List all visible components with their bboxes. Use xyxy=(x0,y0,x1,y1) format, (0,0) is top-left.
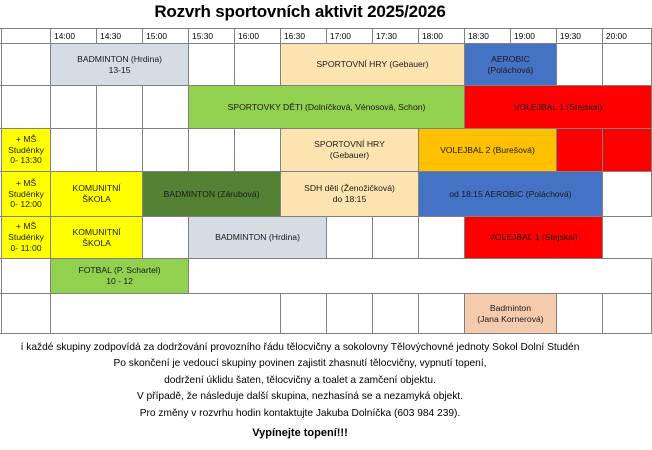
event-volejbal1-row2[interactable] xyxy=(464,86,651,129)
row5-empty-1800[interactable] xyxy=(372,217,418,259)
side-label-1100 xyxy=(2,217,51,259)
row3-volejbal1-tail[interactable] xyxy=(556,129,602,172)
row3-empty-1400[interactable] xyxy=(51,129,97,172)
row2-label-cell xyxy=(2,86,51,129)
side-label-line-3: 0- 12:00 xyxy=(10,199,42,210)
event-sportovky-deti[interactable] xyxy=(189,86,465,129)
event-line-1: FOTBAL (P. Schartel) xyxy=(78,265,161,276)
event-line-1: KOMUNITNÍ xyxy=(72,226,121,237)
row5-empty-1830[interactable] xyxy=(418,217,464,259)
side-label-line-3: 0- 13:30 xyxy=(10,155,42,166)
row3-empty-1600[interactable] xyxy=(235,129,281,172)
side-label-1330 xyxy=(2,129,51,172)
page-title: Rozvrh sportovních aktivit 2025/2026 xyxy=(154,2,446,21)
footer-line-3: dodržení úklidu šaten, tělocvičny a toalet a zamčení objektu. xyxy=(164,374,436,386)
row7-empty-1930[interactable] xyxy=(556,294,602,334)
event-badminton-hrdina-2[interactable] xyxy=(189,217,327,259)
time-header-1900: 19:00 xyxy=(510,29,556,44)
row3-empty-1430[interactable] xyxy=(97,129,143,172)
event-line-1: KOMUNITNÍ xyxy=(72,183,121,194)
event-line-1: VOLEJBAL 1 (Stejskal) xyxy=(513,101,603,112)
event-badminton-hrdina-1315[interactable] xyxy=(51,44,189,86)
event-line-1: SDH děti (Ženožičková) xyxy=(304,183,395,194)
time-header-1530: 15:30 xyxy=(189,29,235,44)
event-line-1: BADMINTON (Hrdina) xyxy=(215,232,300,243)
side-label-line-2: Studénky xyxy=(8,232,44,243)
row2-empty-1400[interactable] xyxy=(51,86,97,129)
time-header-1830: 18:30 xyxy=(464,29,510,44)
side-label-line-3: 0- 11:00 xyxy=(10,242,42,253)
event-volejbal1-row4[interactable] xyxy=(464,217,602,259)
footer-notes xyxy=(0,340,600,441)
event-aerobic-1815[interactable] xyxy=(418,172,602,217)
side-label-line-2: Studénky xyxy=(8,188,44,199)
row3-empty-1530[interactable] xyxy=(189,129,235,172)
event-line-1: AEROBIC xyxy=(491,53,530,64)
row7-empty-left[interactable] xyxy=(51,294,281,334)
event-line-2: 13-15 xyxy=(108,64,131,75)
time-header-1630: 16:30 xyxy=(281,29,327,44)
time-header-1930: 19:30 xyxy=(556,29,602,44)
event-fotbal[interactable] xyxy=(51,259,189,294)
event-komunitni-skola-2[interactable] xyxy=(51,217,143,259)
time-header-1400: 14:00 xyxy=(51,29,97,44)
footer-line-2: Po skončení je vedoucí skupiny povinen zajistit zhasnutí tělocvičny, vypnutí topení, xyxy=(113,358,487,370)
row3-volejbal1-tail-2[interactable] xyxy=(602,129,651,172)
schedule-row-5 xyxy=(0,217,652,259)
side-label-line-2: Studénky xyxy=(8,144,44,155)
row1-empty-1930[interactable] xyxy=(556,44,602,86)
event-line-1: SPORTOVNÍ HRY (Gebauer) xyxy=(316,59,429,70)
event-badminton-kornerova[interactable] xyxy=(464,294,556,334)
side-label-line-1: + MŠ xyxy=(15,221,37,232)
row7-empty-1700[interactable] xyxy=(327,294,373,334)
row7-empty-1730[interactable] xyxy=(372,294,418,334)
event-volejbal2[interactable] xyxy=(418,129,556,172)
event-line-2: (Poláchová) xyxy=(487,64,534,75)
event-komunitni-skola-1[interactable] xyxy=(51,172,143,217)
schedule-row-6 xyxy=(0,259,652,294)
schedule-table xyxy=(0,28,652,334)
footer-line-1: í každé skupiny zodpovídá za dodržování provozního řádu tělocvičny a sokolovny Tělovýchovné jednoty Sokol Dolní Studén xyxy=(20,342,580,353)
row6-empty-rest[interactable] xyxy=(189,259,652,294)
side-label-line-1: + MŠ xyxy=(15,177,37,188)
time-header-1430: 14:30 xyxy=(97,29,143,44)
row5-empty-1730[interactable] xyxy=(327,217,373,259)
event-line-1: BADMINTON (Zárubová) xyxy=(163,188,260,199)
row7-empty-1800[interactable] xyxy=(418,294,464,334)
event-line-1: VOLEJBAL 2 (Burešová) xyxy=(440,144,535,155)
time-header-row xyxy=(0,29,652,44)
time-header-1800: 18:00 xyxy=(418,29,464,44)
time-header-1700: 17:00 xyxy=(327,29,373,44)
schedule-row-3 xyxy=(0,129,652,172)
event-line-2: ŠKOLA xyxy=(82,194,111,204)
row3-empty-1500[interactable] xyxy=(143,129,189,172)
event-line-2: (Jana Kornerová) xyxy=(477,313,544,324)
row5-empty-1500[interactable] xyxy=(143,217,189,259)
side-label-1200 xyxy=(2,172,51,217)
row1-empty-1600[interactable] xyxy=(189,44,235,86)
event-sportovni-hry-2[interactable] xyxy=(281,129,419,172)
schedule-row-1 xyxy=(0,44,652,86)
schedule-row-7 xyxy=(0,294,652,334)
row1-empty-2000[interactable] xyxy=(602,44,651,86)
event-line-1: SPORTOVNÍ HRY xyxy=(314,139,385,150)
row1-label-cell xyxy=(2,44,51,86)
event-line-1: Badminton xyxy=(489,302,531,313)
row7-empty-1630[interactable] xyxy=(281,294,327,334)
row2-empty-1430[interactable] xyxy=(97,86,143,129)
corner-cell-label xyxy=(2,29,51,44)
event-line-2: (Gebauer) xyxy=(329,150,370,160)
row1-empty-1630[interactable] xyxy=(235,44,281,86)
event-line-2: do 18:15 xyxy=(332,194,367,204)
time-header-1600: 16:00 xyxy=(235,29,281,44)
event-line-2: ŠKOLA xyxy=(82,237,111,248)
row4-empty-2000[interactable] xyxy=(602,172,651,217)
event-line-1: VOLEJBAL 1 (Stejskal) xyxy=(489,232,578,243)
footer-line-6: Vypínejte topení!!! xyxy=(252,427,348,440)
footer-line-5: Pro změny v rozvrhu hodin kontaktujte Jakuba Dolníčka (603 984 239). xyxy=(139,407,461,419)
time-header-1500: 15:00 xyxy=(143,29,189,44)
time-header-1730: 17:30 xyxy=(372,29,418,44)
event-badminton-zarubova[interactable] xyxy=(143,172,281,217)
time-header-2000: 20:00 xyxy=(602,29,651,44)
row6-label-cell xyxy=(2,259,51,294)
schedule-row-4 xyxy=(0,172,652,217)
event-sdh-deti[interactable] xyxy=(281,172,419,217)
event-line-2: 10 - 12 xyxy=(106,276,133,286)
side-label-line-1: + MŠ xyxy=(15,133,37,144)
event-sportovni-hry-1[interactable] xyxy=(281,44,465,86)
event-line-1: SPORTOVKY DĚTI (Dolníčková, Vénosová, Schon) xyxy=(227,101,426,112)
event-line-1: BADMINTON (Hrdina) xyxy=(77,53,162,64)
row7-label-cell xyxy=(2,294,51,334)
row7-empty-2000[interactable] xyxy=(602,294,651,334)
footer-line-4: V případě, že následuje další skupina, nezhasíná se a nezamyká objekt. xyxy=(136,391,464,403)
schedule-row-2 xyxy=(0,86,652,129)
event-aerobic-polachova[interactable] xyxy=(464,44,556,86)
row2-empty-1500[interactable] xyxy=(143,86,189,129)
event-line-1: od 18:15 AEROBIC (Poláchová) xyxy=(449,188,572,199)
